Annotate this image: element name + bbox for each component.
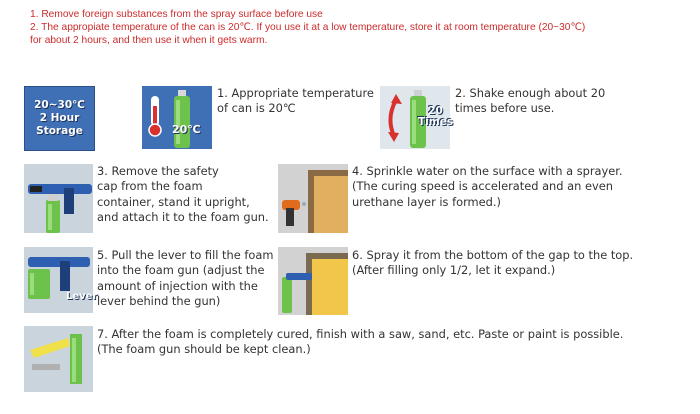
step-2-image bbox=[380, 86, 454, 149]
step-2-badge-count: 20 bbox=[428, 105, 443, 117]
step-3-text bbox=[97, 164, 269, 225]
warning-line-2: 2. The appropiate temperature of the can is 20℃. If you use it at a low temperature, store it at room temperature (20~30℃) bbox=[30, 22, 586, 33]
step-3-line-3: container, stand it upright, bbox=[97, 194, 250, 209]
step-7-image bbox=[24, 326, 93, 392]
step-1-text bbox=[217, 86, 374, 117]
step-5-line-2: into the foam gun (adjust the bbox=[97, 263, 265, 278]
step-4-text bbox=[352, 164, 623, 210]
step-5-lever-tag: Lever bbox=[66, 291, 98, 302]
storage-badge bbox=[24, 86, 95, 151]
step-3-image bbox=[24, 164, 93, 233]
step-3-line-1: 3. Remove the safety bbox=[97, 164, 219, 178]
step-2-badge-label: Times bbox=[418, 116, 454, 128]
step-7-text bbox=[97, 327, 623, 358]
step-5-line-1: 5. Pull the lever to fill the foam bbox=[97, 248, 274, 262]
step-7-line-2: (The foam gun should be kept clean.) bbox=[97, 342, 311, 357]
step-6-line-1: 6. Spray it from the bottom of the gap to the top. bbox=[352, 248, 634, 262]
step-2-line-1: 2. Shake enough about 20 bbox=[455, 86, 606, 100]
step-6-image bbox=[278, 247, 348, 315]
step-4-line-2: (The curing speed is accelerated and an even bbox=[352, 179, 613, 194]
step-5-line-4: lever behind the gun) bbox=[97, 293, 221, 308]
step-1-line-2: of can is 20℃ bbox=[217, 101, 296, 116]
storage-hours: 2 Hour bbox=[39, 112, 80, 124]
step-1-badge: 20℃ bbox=[172, 123, 201, 136]
warning-line-1: 1. Remove foreign substances from the spray surface before use bbox=[30, 9, 323, 20]
step-1-image bbox=[142, 86, 212, 149]
step-5-text bbox=[97, 248, 273, 309]
step-3-line-2: cap from the foam bbox=[97, 179, 203, 194]
step-4-line-1: 4. Sprinkle water on the surface with a sprayer. bbox=[352, 164, 623, 178]
storage-label: Storage bbox=[36, 125, 83, 137]
step-2-text bbox=[455, 86, 605, 117]
step-2-line-2: times before use. bbox=[455, 101, 555, 116]
step-4-line-3: urethane layer is formed.) bbox=[352, 194, 501, 209]
step-6-line-2: (After filling only 1/2, let it expand.) bbox=[352, 263, 556, 278]
step-1-line-1: 1. Appropriate temperature bbox=[217, 86, 374, 100]
step-4-image bbox=[278, 164, 348, 233]
warning-line-3: for about 2 hours, and then use it when it gets warm. bbox=[30, 35, 268, 46]
step-7-line-1: 7. After the foam is completely cured, finish with a saw, sand, etc. Paste or paint is possible. bbox=[97, 327, 624, 341]
step-6-text bbox=[352, 248, 633, 279]
storage-temp: 20~30℃ bbox=[34, 99, 85, 111]
step-5-line-3: amount of injection with the bbox=[97, 278, 258, 293]
step-5-image bbox=[24, 247, 98, 313]
step-3-line-4: and attach it to the foam gun. bbox=[97, 209, 269, 224]
